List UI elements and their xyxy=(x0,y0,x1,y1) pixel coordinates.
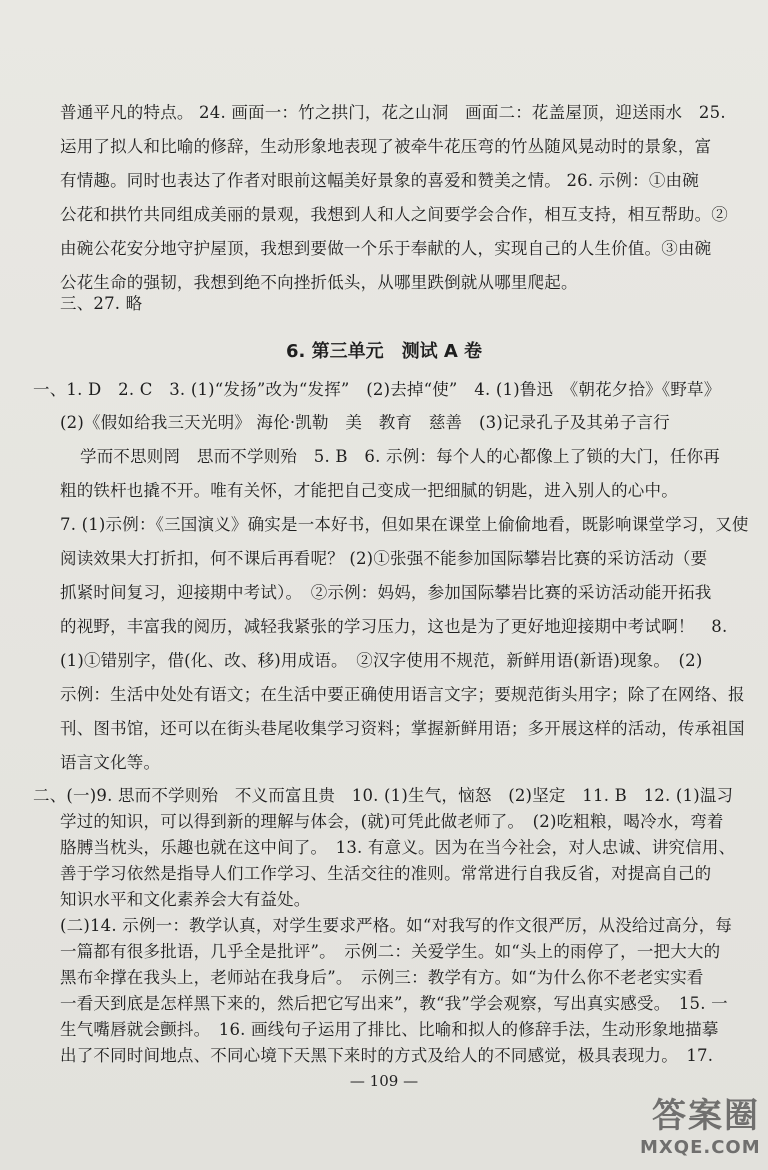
text-line: 7. (1)示例：《三国演义》确实是一本好书，但如果在课堂上偷偷地看，既影响课堂学习，又使 xyxy=(60,515,749,534)
text-line: 胳膊当枕头，乐趣也就在这中间了。 13. 有意义。因为在当今社会，对人忠诚、讲究信用、 xyxy=(60,838,736,857)
text-line: 一篇都有很多批语，几乎全是批评”。 示例二：关爱学生。如“头上的雨停了，一把大大的 xyxy=(60,942,721,961)
text-line: 学过的知识，可以得到新的理解与体会，(就)可凭此做老师了。 (2)吃粗粮，喝冷水，弯着 xyxy=(60,812,724,831)
text-line: 示例：生活中处处有语文；在生活中要正确使用语言文字；要规范街头用字；除了在网络、报 xyxy=(60,685,745,704)
text-line: (二)14. 示例一：教学认真，对学生要求严格。如“对我写的作文很严厉，从没给过高分，每 xyxy=(60,916,733,935)
text-line: 公花生命的强韧，我想到绝不向挫折低头，从哪里跌倒就从哪里爬起。 xyxy=(60,273,578,292)
text-line: 学而不思则罔 思而不学则殆 5. B 6. 示例：每个人的心都像上了锁的大门，任你再 xyxy=(80,447,721,466)
watermark-url: MXQE.COM xyxy=(640,1137,761,1158)
text-line: 生气嘴唇就会颤抖。 16. 画线句子运用了排比、比喻和拟人的修辞手法，生动形象地描摹 xyxy=(60,1020,719,1039)
text-line: 粗的铁杆也撬不开。唯有关怀，才能把自己变成一把细腻的钥匙，进入别人的心中。 xyxy=(60,481,678,500)
section-title: 6. 第三单元 测试 A 卷 xyxy=(285,341,483,362)
watermark-logo: 答案圈 xyxy=(652,1096,760,1136)
text-line: 公花和拱竹共同组成美丽的景观，我想到人和人之间要学会合作，相互支持，相互帮助。② xyxy=(60,205,728,224)
watermark xyxy=(640,1088,760,1158)
text-line: 刊、图书馆，还可以在街头巷尾收集学习资料；掌握新鲜用语；多开展这样的活动，传承祖国 xyxy=(60,719,745,738)
text-line: 运用了拟人和比喻的修辞，生动形象地表现了被牵牛花压弯的竹丛随风晃动时的景象，富 xyxy=(60,137,712,156)
text-line: 知识水平和文化素养会大有益处。 xyxy=(60,890,311,909)
text-line: 普通平凡的特点。 24. 画面一：竹之拱门，花之山洞 画面二：花盖屋顶，迎送雨水 25. xyxy=(60,103,726,122)
text-line: 一看天到底是怎样黑下来的，然后把它写出来”，教“我”学会观察，写出真实感受。 15. 一 xyxy=(60,994,728,1013)
text-line: 一、1. D 2. C 3. (1)“发扬”改为“发挥” (2)去掉“使” 4. (1)鲁迅 《朝花夕拾》《野草》 xyxy=(33,380,721,399)
text-line: 善于学习依然是指导人们工作学习、生活交往的准则。常常进行自我反省，对提高自己的 xyxy=(60,864,712,883)
text-line: (1)①错别字，借(化、改、移)用成语。 ②汉字使用不规范，新鲜用语(新语)现象。 (2) xyxy=(60,651,703,670)
text-line: 语言文化等。 xyxy=(60,753,161,772)
text-line: 黑布伞撑在我头上，老师站在我身后”。 示例三：教学有方。如“为什么你不老老实实看 xyxy=(60,968,704,987)
text-line: 出了不同时间地点、不同心境下天黑下来时的方式及给人的不同感觉，极具表现力。 17. xyxy=(60,1046,714,1065)
text-line: 抓紧时间复习，迎接期中考试）。 ②示例：妈妈，参加国际攀岩比赛的采访活动能开拓我 xyxy=(60,583,712,602)
text-line: (2)《假如给我三天光明》 海伦·凯勒 美 教育 慈善 (3)记录孔子及其弟子言行 xyxy=(60,413,670,432)
text-line: 的视野，丰富我的阅历，减轻我紧张的学习压力，这也是为了更好地迎接期中考试啊！ 8. xyxy=(60,617,728,636)
page-number: — 109 — xyxy=(349,1072,419,1090)
text-line: 有情趣。同时也表达了作者对眼前这幅美好景象的喜爱和赞美之情。 26. 示例：①由碗 xyxy=(60,171,699,190)
text-line: 阅读效果大打折扣，何不课后再看呢？ (2)①张强不能参加国际攀岩比赛的采访活动（要 xyxy=(60,549,708,568)
section-three: 三、27. 略 xyxy=(60,294,143,313)
text-line: 由碗公花安分地守护屋顶，我想到要做一个乐于奉献的人，实现自己的人生价值。③由碗 xyxy=(60,239,712,258)
text-line: 二、(一)9. 思而不学则殆 不义而富且贵 10. (1)生气，恼怒 (2)坚定 11. B 12. (1)温习 xyxy=(33,786,734,805)
